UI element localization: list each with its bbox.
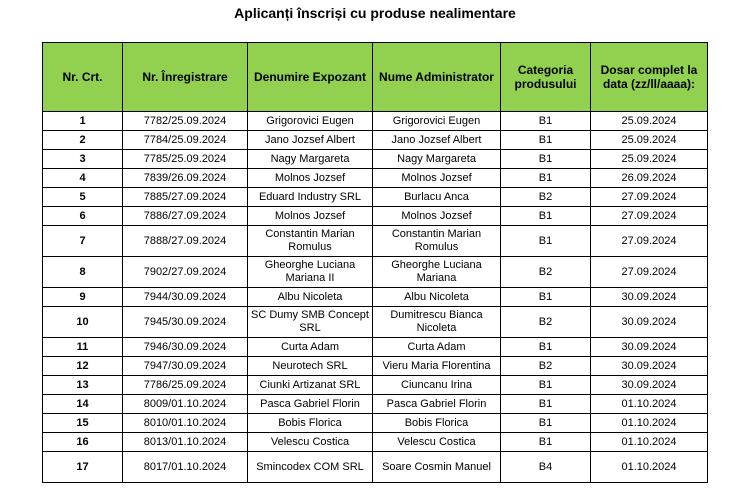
- table-row: [43, 338, 708, 357]
- cell-date: 30.09.2024: [591, 376, 708, 395]
- table-row: [43, 131, 708, 150]
- cell-administrator: Jano Jozsef Albert: [373, 131, 501, 150]
- cell-exhibitor: Constantin Marian Romulus: [248, 226, 373, 257]
- cell-nr: 7: [43, 226, 123, 257]
- cell-exhibitor: Nagy Margareta: [248, 150, 373, 169]
- cell-nr: 4: [43, 169, 123, 188]
- cell-date: 27.09.2024: [591, 188, 708, 207]
- cell-administrator: Grigorovici Eugen: [373, 112, 501, 131]
- cell-date: 30.09.2024: [591, 357, 708, 376]
- cell-exhibitor: Bobis Florica: [248, 414, 373, 433]
- cell-category: B1: [501, 338, 591, 357]
- table-row: [43, 257, 708, 288]
- cell-category: B2: [501, 257, 591, 288]
- header-nr-inregistrare: Nr. Înregistrare: [123, 43, 248, 112]
- cell-registration: 7947/30.09.2024: [123, 357, 248, 376]
- cell-registration: 7946/30.09.2024: [123, 338, 248, 357]
- cell-registration: 7786/25.09.2024: [123, 376, 248, 395]
- table-row: [43, 150, 708, 169]
- cell-nr: 8: [43, 257, 123, 288]
- cell-exhibitor: Neurotech SRL: [248, 357, 373, 376]
- table-row: [43, 357, 708, 376]
- cell-category: B1: [501, 150, 591, 169]
- cell-registration: 7902/27.09.2024: [123, 257, 248, 288]
- header-denumire-expozant: Denumire Expozant: [248, 43, 373, 112]
- cell-registration: 8017/01.10.2024: [123, 452, 248, 483]
- table-row: [43, 452, 708, 483]
- cell-nr: 17: [43, 452, 123, 483]
- cell-category: B1: [501, 112, 591, 131]
- cell-category: B1: [501, 288, 591, 307]
- cell-date: 25.09.2024: [591, 112, 708, 131]
- header-nume-administrator: Nume Administrator: [373, 43, 501, 112]
- cell-registration: 7888/27.09.2024: [123, 226, 248, 257]
- cell-date: 01.10.2024: [591, 433, 708, 452]
- cell-nr: 1: [43, 112, 123, 131]
- cell-category: B1: [501, 131, 591, 150]
- cell-date: 30.09.2024: [591, 338, 708, 357]
- cell-exhibitor: Gheorghe Luciana Mariana II: [248, 257, 373, 288]
- cell-exhibitor: Smincodex COM SRL: [248, 452, 373, 483]
- table-header-row: [43, 43, 708, 112]
- cell-administrator: Burlacu Anca: [373, 188, 501, 207]
- cell-nr: 13: [43, 376, 123, 395]
- cell-exhibitor: SC Dumy SMB Concept SRL: [248, 307, 373, 338]
- table-row: [43, 226, 708, 257]
- cell-category: B1: [501, 433, 591, 452]
- cell-exhibitor: Grigorovici Eugen: [248, 112, 373, 131]
- cell-administrator: Vieru Maria Florentina: [373, 357, 501, 376]
- cell-nr: 2: [43, 131, 123, 150]
- cell-administrator: Curta Adam: [373, 338, 501, 357]
- cell-date: 27.09.2024: [591, 207, 708, 226]
- applicants-table: [42, 42, 708, 483]
- cell-category: B1: [501, 226, 591, 257]
- cell-administrator: Albu Nicoleta: [373, 288, 501, 307]
- cell-category: B1: [501, 395, 591, 414]
- table-row: [43, 395, 708, 414]
- cell-category: B4: [501, 452, 591, 483]
- cell-nr: 5: [43, 188, 123, 207]
- cell-category: B1: [501, 207, 591, 226]
- cell-nr: 12: [43, 357, 123, 376]
- cell-nr: 6: [43, 207, 123, 226]
- cell-nr: 9: [43, 288, 123, 307]
- cell-nr: 14: [43, 395, 123, 414]
- cell-administrator: Velescu Costica: [373, 433, 501, 452]
- cell-administrator: Dumitrescu Bianca Nicoleta: [373, 307, 501, 338]
- cell-registration: 7945/30.09.2024: [123, 307, 248, 338]
- cell-administrator: Soare Cosmin Manuel: [373, 452, 501, 483]
- cell-exhibitor: Molnos Jozsef: [248, 207, 373, 226]
- header-dosar-complet: Dosar complet la data (zz/ll/aaaa):: [591, 43, 708, 112]
- cell-registration: 7785/25.09.2024: [123, 150, 248, 169]
- cell-administrator: Molnos Jozsef: [373, 207, 501, 226]
- table-row: [43, 376, 708, 395]
- table-row: [43, 433, 708, 452]
- cell-category: B2: [501, 188, 591, 207]
- cell-exhibitor: Velescu Costica: [248, 433, 373, 452]
- header-categoria-produsului: Categoria produsului: [501, 43, 591, 112]
- cell-exhibitor: Ciunki Artizanat SRL: [248, 376, 373, 395]
- cell-registration: 7784/25.09.2024: [123, 131, 248, 150]
- cell-administrator: Nagy Margareta: [373, 150, 501, 169]
- cell-nr: 10: [43, 307, 123, 338]
- cell-date: 01.10.2024: [591, 395, 708, 414]
- cell-category: B2: [501, 357, 591, 376]
- cell-registration: 7944/30.09.2024: [123, 288, 248, 307]
- cell-category: B2: [501, 307, 591, 338]
- cell-date: 27.09.2024: [591, 257, 708, 288]
- cell-nr: 16: [43, 433, 123, 452]
- cell-date: 25.09.2024: [591, 131, 708, 150]
- cell-administrator: Ciuncanu Irina: [373, 376, 501, 395]
- cell-date: 01.10.2024: [591, 414, 708, 433]
- cell-category: B1: [501, 169, 591, 188]
- cell-date: 01.10.2024: [591, 452, 708, 483]
- cell-exhibitor: Eduard Industry SRL: [248, 188, 373, 207]
- cell-date: 30.09.2024: [591, 307, 708, 338]
- cell-administrator: Pasca Gabriel Florin: [373, 395, 501, 414]
- cell-registration: 7885/27.09.2024: [123, 188, 248, 207]
- cell-exhibitor: Jano Jozsef Albert: [248, 131, 373, 150]
- cell-date: 26.09.2024: [591, 169, 708, 188]
- cell-exhibitor: Molnos Jozsef: [248, 169, 373, 188]
- table-row: [43, 169, 708, 188]
- table-row: [43, 307, 708, 338]
- cell-registration: 7886/27.09.2024: [123, 207, 248, 226]
- cell-administrator: Gheorghe Luciana Mariana: [373, 257, 501, 288]
- cell-category: B1: [501, 376, 591, 395]
- table-row: [43, 288, 708, 307]
- cell-nr: 11: [43, 338, 123, 357]
- table-row: [43, 207, 708, 226]
- cell-administrator: Molnos Jozsef: [373, 169, 501, 188]
- cell-registration: 7839/26.09.2024: [123, 169, 248, 188]
- page-title: Aplicanți înscriși cu produse nealimentare: [234, 5, 516, 21]
- cell-category: B1: [501, 414, 591, 433]
- cell-administrator: Constantin Marian Romulus: [373, 226, 501, 257]
- cell-exhibitor: Curta Adam: [248, 338, 373, 357]
- table-row: [43, 188, 708, 207]
- cell-registration: 8010/01.10.2024: [123, 414, 248, 433]
- table-row: [43, 414, 708, 433]
- cell-administrator: Bobis Florica: [373, 414, 501, 433]
- cell-exhibitor: Albu Nicoleta: [248, 288, 373, 307]
- cell-exhibitor: Pasca Gabriel Florin: [248, 395, 373, 414]
- table-row: [43, 112, 708, 131]
- cell-nr: 15: [43, 414, 123, 433]
- cell-date: 25.09.2024: [591, 150, 708, 169]
- cell-date: 30.09.2024: [591, 288, 708, 307]
- header-nr-crt: Nr. Crt.: [43, 43, 123, 112]
- cell-registration: 8009/01.10.2024: [123, 395, 248, 414]
- cell-nr: 3: [43, 150, 123, 169]
- cell-registration: 8013/01.10.2024: [123, 433, 248, 452]
- cell-date: 27.09.2024: [591, 226, 708, 257]
- cell-registration: 7782/25.09.2024: [123, 112, 248, 131]
